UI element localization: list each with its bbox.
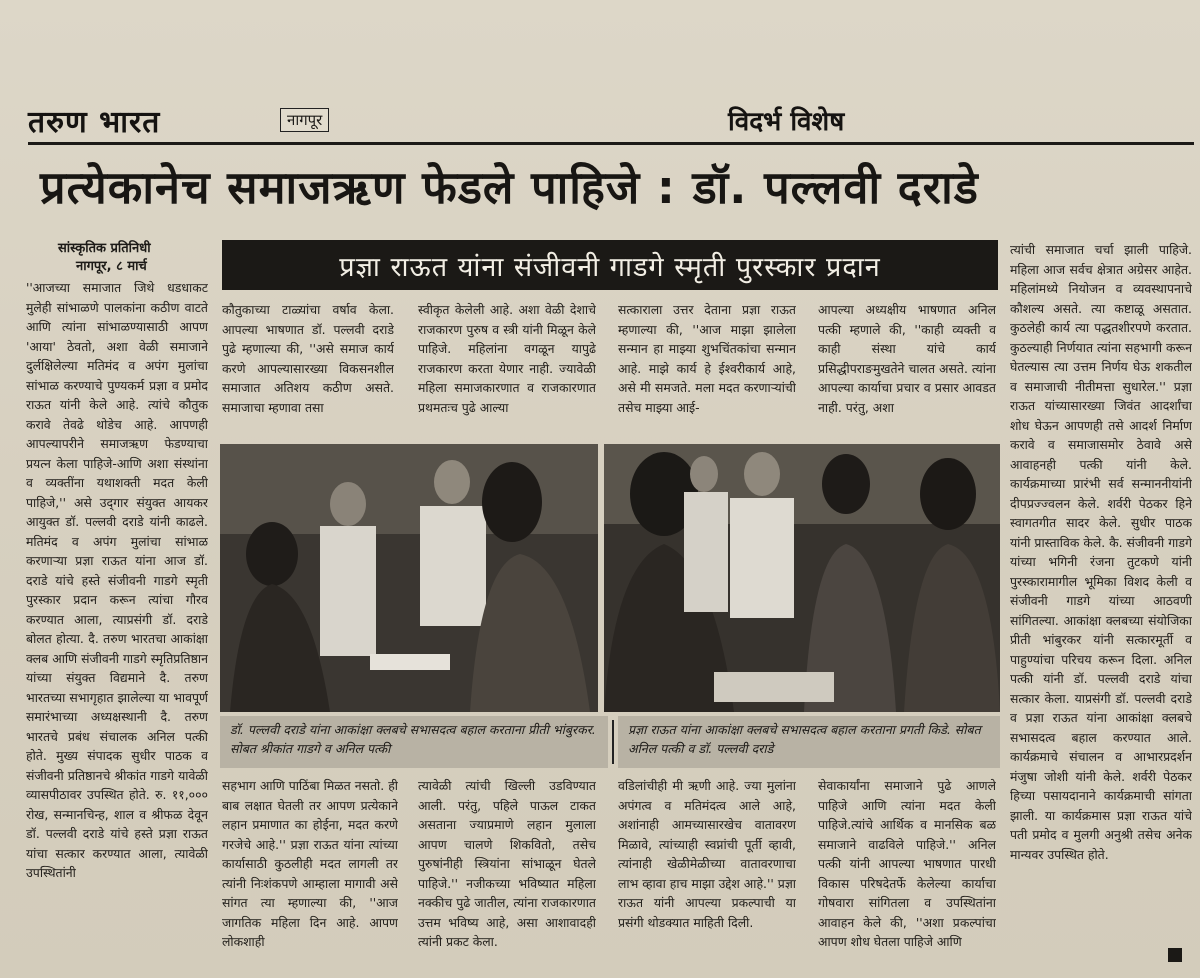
article-column-6: त्यांची समाजात चर्चा झाली पाहिजे. महिला आज सर्वच क्षेत्रात अग्रेसर आहेत. महिलांमध्ये नियोजन व व्यवस्थापनाचे कौशल्य असते. त्या कष्टाळू असतात. कुठलेही कार्य त्या पद्धतशीरपणे करतात. कुठल्याही निर्णयात त्यांना सहभागी करून घेतल्यास त्या उत्तम निर्णय घेऊ शकतील व समाजाची नीतीमत्ता सुधारेल.'' प्रज्ञा राऊत यांच्यासारख्या जिवंत आदर्शांचा शोध घेऊन आपणही तसे आदर्श निर्माण करावे व समाजासमोर ठेवावे असे आवाहनही पत्की यांनी केले. कार्यक्रमाच्या प्रारंभी सर्व सन्माननीयांनी दीपप्रज्ज्वलन केले. शर्वरी पेठकर हिने स्वागतगीत सादर केले. सुधीर पाठक यांनी प्रास्ताविक केले. कै. संजीवनी गाडगे यांच्या भगिनी रंजना तुटकणे यांनी पुरस्कारामागील भूमिका विशद केली व संजीवनी गाडगे यांच्या आठवणी सांगितल्या. आकांक्षा क्लबच्या संयोजिका प्रीती भांबुरकर यांनी सत्कारमूर्ती व पाहुण्यांचा परिचय करून दिला. अनिल पत्की यांनी डॉ. पल्लवी दराडे यांचा सत्कार केला. याप्रसंगी डॉ. पल्लवी दराडे व प्रज्ञा राऊत यांना आकांक्षा क्लबचे सभासदत्व बहाल करण्यात आले. कार्यक्रमाचे संचालन व आभारप्रदर्शन मंजुषा जोशी यांनी केले. शर्वरी पेठकर हिच्या पसायदानाने कार्यक्रमाची सांगता झाली. या कार्यक्रमास प्रज्ञा राऊत यांचे पती प्रमोद व मुलगी अनुश्री तसेच अनेक मान्यवर उपस्थित होते. [1010,242,1192,862]
photo-left [220,444,598,712]
byline-author: सांस्कृतिक प्रतिनिधी [58,241,151,256]
photo-caption-right: प्रज्ञा राऊत यांना आकांक्षा क्लबचे सभासदत्व बहाल करताना प्रगती किडे. सोबत अनिल पत्की व डॉ. पल्लवी दराडे [618,716,1000,768]
article-column-2-top: कौतुकाच्या टाळ्यांचा वर्षाव केला. आपल्या भाषणात डॉ. पल्लवी दराडे पुढे म्हणाल्या की, ''असे समाज कार्य करणे आपल्यासारख्या विकसनशील समाजात अतिशय कठीण असते. समाजाचा म्हणावा तसा [222,302,394,415]
newspaper-logo [28,100,160,141]
photo-right [604,444,1000,712]
byline-dateline: नागपूर, ८ मार्च [76,259,147,274]
masthead [28,100,1194,140]
logo-text: तरुण भारत [28,105,161,140]
byline [58,240,151,276]
photo-right-image [604,444,1000,712]
headline: प्रत्येकानेच समाजऋण फेडले पाहिजे : डॉ. पल्लवी दराडे [40,161,979,214]
article-column-4-top: सत्काराला उत्तर देताना प्रज्ञा राऊत म्हणाल्या की, ''आज माझा झालेला सन्मान हा माझ्या शुभचिंतकांचा सन्मान आहे. माझे कार्य हे ईश्वरीकार्य आहे, असे मी समजते. मला मदत करणाऱ्यांची तसेच माझ्या आई- [618,302,796,415]
article-column-2-bottom: सहभाग आणि पाठिंबा मिळत नसतो. ही बाब लक्षात घेतली तर आपण प्रत्येकाने लहान प्रमाणात का होईना, मदत करणे गरजेचे आहे.'' प्रज्ञा राऊत यांना त्यांच्या कार्यासाठी कुठलीही मदत लागली तर त्यांनी निःशंकपणे आम्हाला मागावी असे सांगत त्या म्हणाल्या की, ''आज जागतिक महिला दिन आहे. आपण लोकशाही [222,778,398,949]
article-column-3-top: स्वीकृत केलेली आहे. अशा वेळी देशाचे राजकारण पुरुष व स्त्री यांनी मिळून केले पाहिजे. महिलांना वगळून यापुढे राजकारण करता येणार नाही. ज्यावेळी महिला समाजकारणात व राजकारणात प्रथमतःच पुढे आल्या [418,302,596,415]
photo-left-image [220,444,598,712]
photo-row [220,444,1000,712]
article-column-4-bottom: वडिलांचीही मी ऋणी आहे. ज्या मुलांना अपंगत्व व मतिमंदत्व आले आहे, अशांनाही आमच्यासारखेच वातावरण मिळावे, त्यांच्याही स्वप्नांची पूर्ती व्हावी, त्यांनाही खेळीमेळीच्या वातावरणाचा लाभ व्हावा हाच माझा उद्देश आहे.'' प्रज्ञा राऊत यांनी आपल्या प्रकल्पाची या प्रसंगी थोडक्यात माहिती दिली. [618,778,796,930]
photo-caption-left: डॉ. पल्लवी दराडे यांना आकांक्षा क्लबचे सभासदत्व बहाल करताना प्रीती भांबुरकर. सोबत श्रीकांत गाडगे व अनिल पत्की [220,716,608,768]
article-column-3-bottom: त्यावेळी त्यांची खिल्ली उडविण्यात आली. परंतु, पहिले पाऊल टाकत असताना ज्याप्रमाणे लहान मुलाला आपण चालणे शिकवितो, तसेच पुरुषांनीही स्त्रियांना सांभाळून घेतले पाहिजे.'' नजीकच्या भविष्यात महिला नक्कीच पुढे जातील, त्यांना राजकारणात उत्तम भविष्य आहे, असा आशावादही त्यांनी प्रकट केला. [418,778,596,949]
caption-divider [612,720,614,764]
end-mark [1168,948,1182,962]
masthead-rule [28,142,1194,145]
section-title: विदर्भ विशेष [728,107,845,137]
subheadline: प्रज्ञा राऊत यांना संजीवनी गाडगे स्मृती पुरस्कार प्रदान [222,240,998,290]
edition-label: नागपूर [280,108,329,132]
article-column-1: ''आजच्या समाजात जिथे धडधाकट मुलेही सांभाळणे पालकांना कठीण वाटते आणि त्यांना सांभाळण्यासाठी आपण 'आया' ठेवतो, अशा वेळी समाजाने दुर्लक्षिलेल्या मतिमंद व अपंग मुलांचा सांभाळ करण्याचे पुण्यकर्म प्रज्ञा व प्रमोद राऊत यांनी केले आहे. त्यांचे कौतुक करावे तेवढे थोडेच आहे. आपणही आपल्यापरीने समाजऋण फेडण्याचा प्रयत्न केला पाहिजे-आणि अशा संस्थांना व व्यक्तींना यथाशक्ती मदत केली पाहिजे,'' असे उद्‌गार संयुक्त आयकर आयुक्त डॉ. पल्लवी दराडे यांनी काढले. मतिमंद व अपंग मुलांचा सांभाळ करणाऱ्या प्रज्ञा राऊत यांना आज डॉ. दराडे यांचे हस्ते संजीवनी गाडगे स्मृती पुरस्कार प्रदान करून त्यांचा गौरव करण्यात आला, त्याप्रसंगी डॉ. दराडे बोलत होत्या. दै. तरुण भारतचा आकांक्षा क्लब आणि संजीवनी गाडगे स्मृतिप्रतिष्ठान यांच्या संयुक्त विद्यमाने दै. तरुण भारतच्या सभागृहात झालेल्या या भावपूर्ण समारंभाच्या अध्यक्षस्थानी दै. तरुण भारतचे प्रबंध संचालक अनिल पत्की होते. मुख्य संपादक सुधीर पाठक व संजीवनी प्रतिष्ठानचे श्रीकांत गाडगे यावेळी व्यासपीठावर उपस्थित होते. रु. ११,००० रोख, सन्मानचिन्ह, शाल व श्रीफळ देवून डॉ. पल्लवी दराडे यांचे हस्ते प्रज्ञा राऊत यांचा सत्कार करण्यात आला, त्यावेळी उपस्थितांनी [26,280,208,880]
article-column-5-top: आपल्या अध्यक्षीय भाषणात अनिल पत्की म्हणाले की, ''काही व्यक्ती व काही संस्था यांचे कार्य प्रसिद्धीपराङमुखतेने चालत असते. त्यांना आपल्या कार्याचा प्रचार व प्रसार आवडत नाही. परंतु, अशा [818,302,996,415]
article-column-5-bottom: सेवाकार्यांना समाजाने पुढे आणले पाहिजे आणि त्यांना मदत केली पाहिजे.त्यांचे आर्थिक व मानसिक बळ समाजाने वाढविले पाहिजे.'' अनिल पत्की यांनी आपल्या भाषणात पारधी विकास परिषदेतर्फे केलेल्या कार्याचा गोषवारा सांगितला व उपस्थितांना आवाहन केले की, ''अशा प्रकल्पांचा आपण शोध घेतला पाहिजे आणि [818,778,996,949]
